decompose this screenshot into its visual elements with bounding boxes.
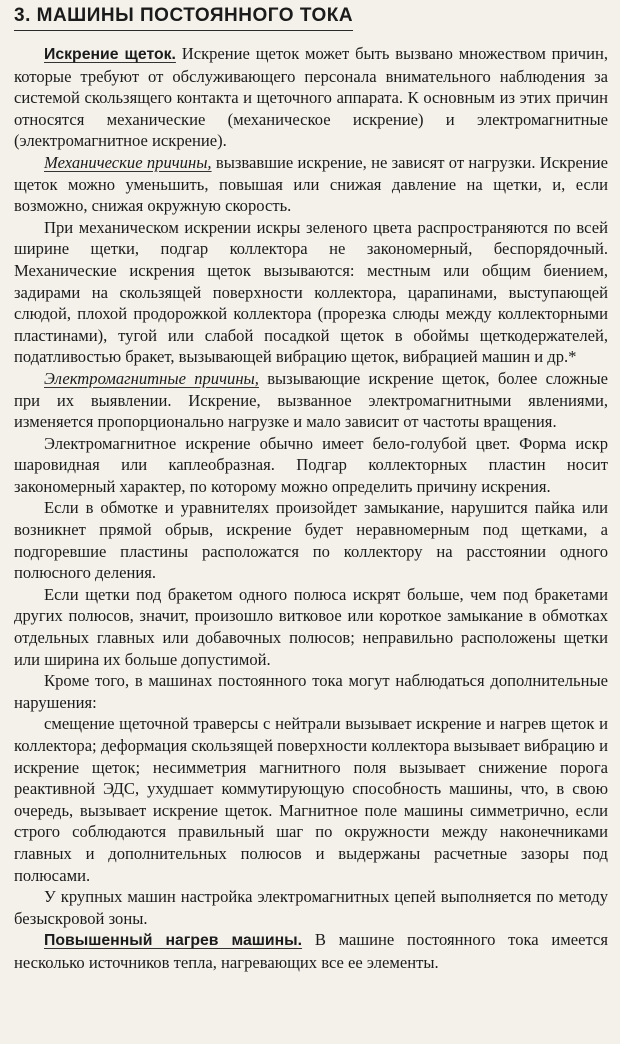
paragraph-lead: Искрение щеток. xyxy=(44,46,176,63)
paragraph-electromagnetic-sparking xyxy=(14,433,608,498)
paragraph-winding-fault xyxy=(14,497,608,583)
paragraph-mechanical-causes xyxy=(14,152,608,217)
paragraph-pole-fault xyxy=(14,584,608,670)
paragraph-text: вызвавшие искрение, не зависят от нагрузки. Искрение щеток можно уменьшить, повышая или снижая давление на щетки, и, если возможно, снижая окружную скорость. xyxy=(14,152,608,216)
paragraph-text: вызывающие искрение щеток, более сложные при их выявлении. Искрение, вызванное электромагнитными явлениями, изменяется пропорционально нагрузке и мало зависит от частоты вращения. xyxy=(14,368,608,432)
paragraph-traverse-shift xyxy=(14,713,608,886)
paragraph-large-machines xyxy=(14,886,608,929)
paragraph-lead: Механические причины, xyxy=(44,152,212,172)
paragraph-text: Если в обмотке и уравнителях произойдет замыкание, нарушится пайка или возникнет прямой обрыв, искрение будет неравномерным под щетками, а подгоревшие пластины расположатся по коллектору на расстоянии одного полюсного деления. xyxy=(14,498,608,583)
paragraph-text: Кроме того, в машинах постоянного тока могут наблюдаться дополнительные нарушения: xyxy=(14,671,608,712)
paragraph-text: В машине постоянного тока имеется несколько источников тепла, нагревающих все ее элементы. xyxy=(14,930,608,972)
paragraph-text: Электромагнитное искрение обычно имеет бело-голубой цвет. Форма искр шаровидная или каплеобразная. Подгар коллекторных пластин носит закономерный характер, по которому можно определить причину искрения. xyxy=(14,433,608,496)
paragraph-text: смещение щеточной траверсы с нейтрали вызывает искрение и нагрев щеток и коллектора; деформация скользящей поверхности коллектора вызывает вибрацию и искрение щеток; несимметрия магнитного поля вызывает снижение порога реактивной ЭДС, ухудшает коммутирующую способность машины, что, в свою очередь, вызывает искрение щеток. Магнитное поле машины симметрично, если строго соблюдаются правильный шаг по окружности между наконечниками главных и дополнительных полюсов и выдержаны расчетные зазоры под полюсами. xyxy=(14,714,608,885)
paragraph-text: Если щетки под бракетом одного полюса искрят больше, чем под бракетами других полюсов, значит, произошло витковое или короткое замыкание в обмотках отдельных главных или добавочных полюсов; неправильно расположены щетки или ширина их больше допустимой. xyxy=(14,584,608,669)
paragraph-lead: Электромагнитные причины, xyxy=(44,368,259,388)
paragraph-overheating xyxy=(14,929,608,973)
paragraph-mechanical-sparking xyxy=(14,217,608,368)
paragraph-text: У крупных машин настройка электромагнитных цепей выполняется по методу безыскровой зоны. xyxy=(14,887,608,928)
paragraph-additional-faults xyxy=(14,670,608,713)
paragraph-lead: Повышенный нагрев машины. xyxy=(44,932,303,950)
paragraph-sparking xyxy=(14,43,608,152)
paragraph-text: При механическом искрении искры зеленого цвета распространяются по всей ширине щетки, подгар коллектора не закономерный, беспорядочный. Механические искрения щеток вызываются: местным или общим биением, задирами на скользящей поверхности коллектора, царапинами, выступающей слюдой, плохой продорожкой коллектора (прорезка слюды между коллекторными пластинами), тугой или слабой посадкой щеток в обоймы щеткодержателей, податливостью бракет, вызывающей вибрацию щеток, вибрацией машин и др.* xyxy=(14,217,608,367)
section-heading: 3. МАШИНЫ ПОСТОЯННОГО ТОКА xyxy=(14,4,353,31)
paragraph-electromagnetic-causes xyxy=(14,368,608,433)
paragraph-text: Искрение щеток может быть вызвано множеством причин, которые требуют от обслуживающего персонала внимательного наблюдения за системой скользящего контакта и щеточного аппарата. К основным из этих причин относятся механические (механическое искрение) и электромагнитные (электромагнитное искрение). xyxy=(14,44,608,151)
